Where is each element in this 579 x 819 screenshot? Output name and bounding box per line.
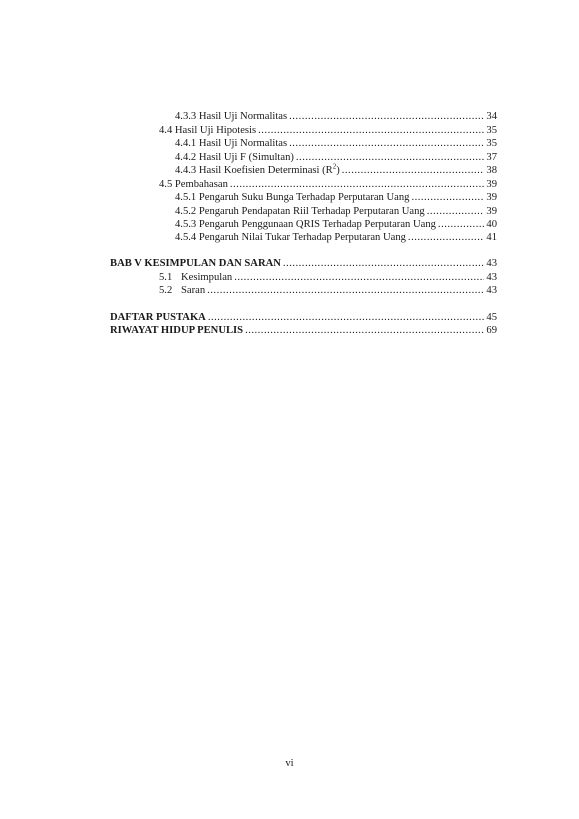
toc-entry-label: 4.4.2 Hasil Uji F (Simultan) — [175, 152, 294, 163]
toc-entry-4-4-1 — [175, 137, 497, 151]
dot-leader — [289, 137, 484, 151]
dot-leader — [258, 124, 484, 138]
toc-page-number: 39 — [486, 179, 497, 190]
toc-entry-daftar-pustaka — [110, 311, 497, 325]
toc-entry-label: BAB V KESIMPULAN DAN SARAN — [110, 258, 281, 269]
dot-leader — [296, 151, 485, 165]
toc-entry-label: 4.5 Pembahasan — [159, 179, 228, 190]
toc-page-number: 69 — [486, 325, 497, 336]
toc-entry-label: 4.5.2 Pengaruh Pendapatan Riil Terhadap Perputaran Uang — [175, 206, 425, 217]
toc-entry-bab-v — [110, 257, 497, 271]
toc-page-number: 45 — [486, 312, 497, 323]
toc-entry-label: RIWAYAT HIDUP PENULIS — [110, 325, 244, 336]
toc-entry-4-5-2 — [175, 205, 497, 219]
dot-leader — [283, 257, 485, 271]
dot-leader — [289, 110, 484, 124]
toc-page-number: 43 — [486, 285, 497, 296]
page-number-footer: vi — [285, 758, 294, 769]
toc-page-number: 41 — [486, 232, 497, 243]
toc-entry-4-5-1 — [175, 191, 497, 205]
toc-page-number: 43 — [486, 258, 497, 269]
dot-leader — [207, 284, 484, 298]
toc-entry-4-4-3 — [175, 164, 497, 178]
toc-entry-4-5 — [159, 178, 497, 192]
dot-leader — [245, 324, 484, 338]
dot-leader — [438, 218, 484, 232]
toc-entry-label: 5.1 Kesimpulan — [159, 272, 233, 283]
toc-entry-label: 4.4 Hasil Uji Hipotesis — [159, 125, 257, 136]
toc-entry-riwayat-hidup — [110, 324, 497, 338]
toc-entry-4-5-4 — [175, 231, 497, 245]
toc-entry-label: 5.2 Saran — [159, 285, 206, 296]
toc-page-number: 34 — [486, 111, 497, 122]
toc-entry-label: 4.5.1 Pengaruh Suku Bunga Terhadap Perputaran Uang — [175, 192, 410, 203]
toc-entry-4-4 — [159, 124, 497, 138]
toc-page-number: 35 — [486, 138, 497, 149]
dot-leader — [342, 164, 485, 178]
dot-leader — [408, 231, 484, 245]
toc-entry-label: 4.5.4 Pengaruh Nilai Tukar Terhadap Perputaran Uang — [175, 232, 406, 243]
toc-page-number: 37 — [486, 152, 497, 163]
dot-leader — [427, 205, 485, 219]
toc-entry-4-5-3 — [175, 218, 497, 232]
toc-entry-label: 4.4.1 Hasil Uji Normalitas — [175, 138, 288, 149]
toc-entry-label: 4.4.3 Hasil Koefisien Determinasi $(R^2)$ — [175, 162, 340, 176]
toc-entry-4-3-3 — [175, 110, 497, 124]
toc-page-number: 43 — [486, 272, 497, 283]
toc-entry-5-2 — [159, 284, 497, 298]
dot-leader — [230, 178, 485, 192]
dot-leader — [411, 191, 484, 205]
toc-entry-label: 4.5.3 Pengaruh Penggunaan QRIS Terhadap Perputaran Uang — [175, 219, 436, 230]
toc-entry-label: 4.3.3 Hasil Uji Normalitas — [175, 111, 288, 122]
toc-page-number: 39 — [486, 192, 497, 203]
toc-entry-label: DAFTAR PUSTAKA — [110, 312, 206, 323]
toc-page-number: 40 — [486, 219, 497, 230]
toc-page-number: 35 — [486, 125, 497, 136]
dot-leader — [208, 311, 485, 325]
toc-page-number: 39 — [486, 206, 497, 217]
dot-leader — [234, 271, 484, 285]
toc-page-number: 38 — [486, 165, 497, 176]
toc-entry-5-1 — [159, 271, 497, 285]
